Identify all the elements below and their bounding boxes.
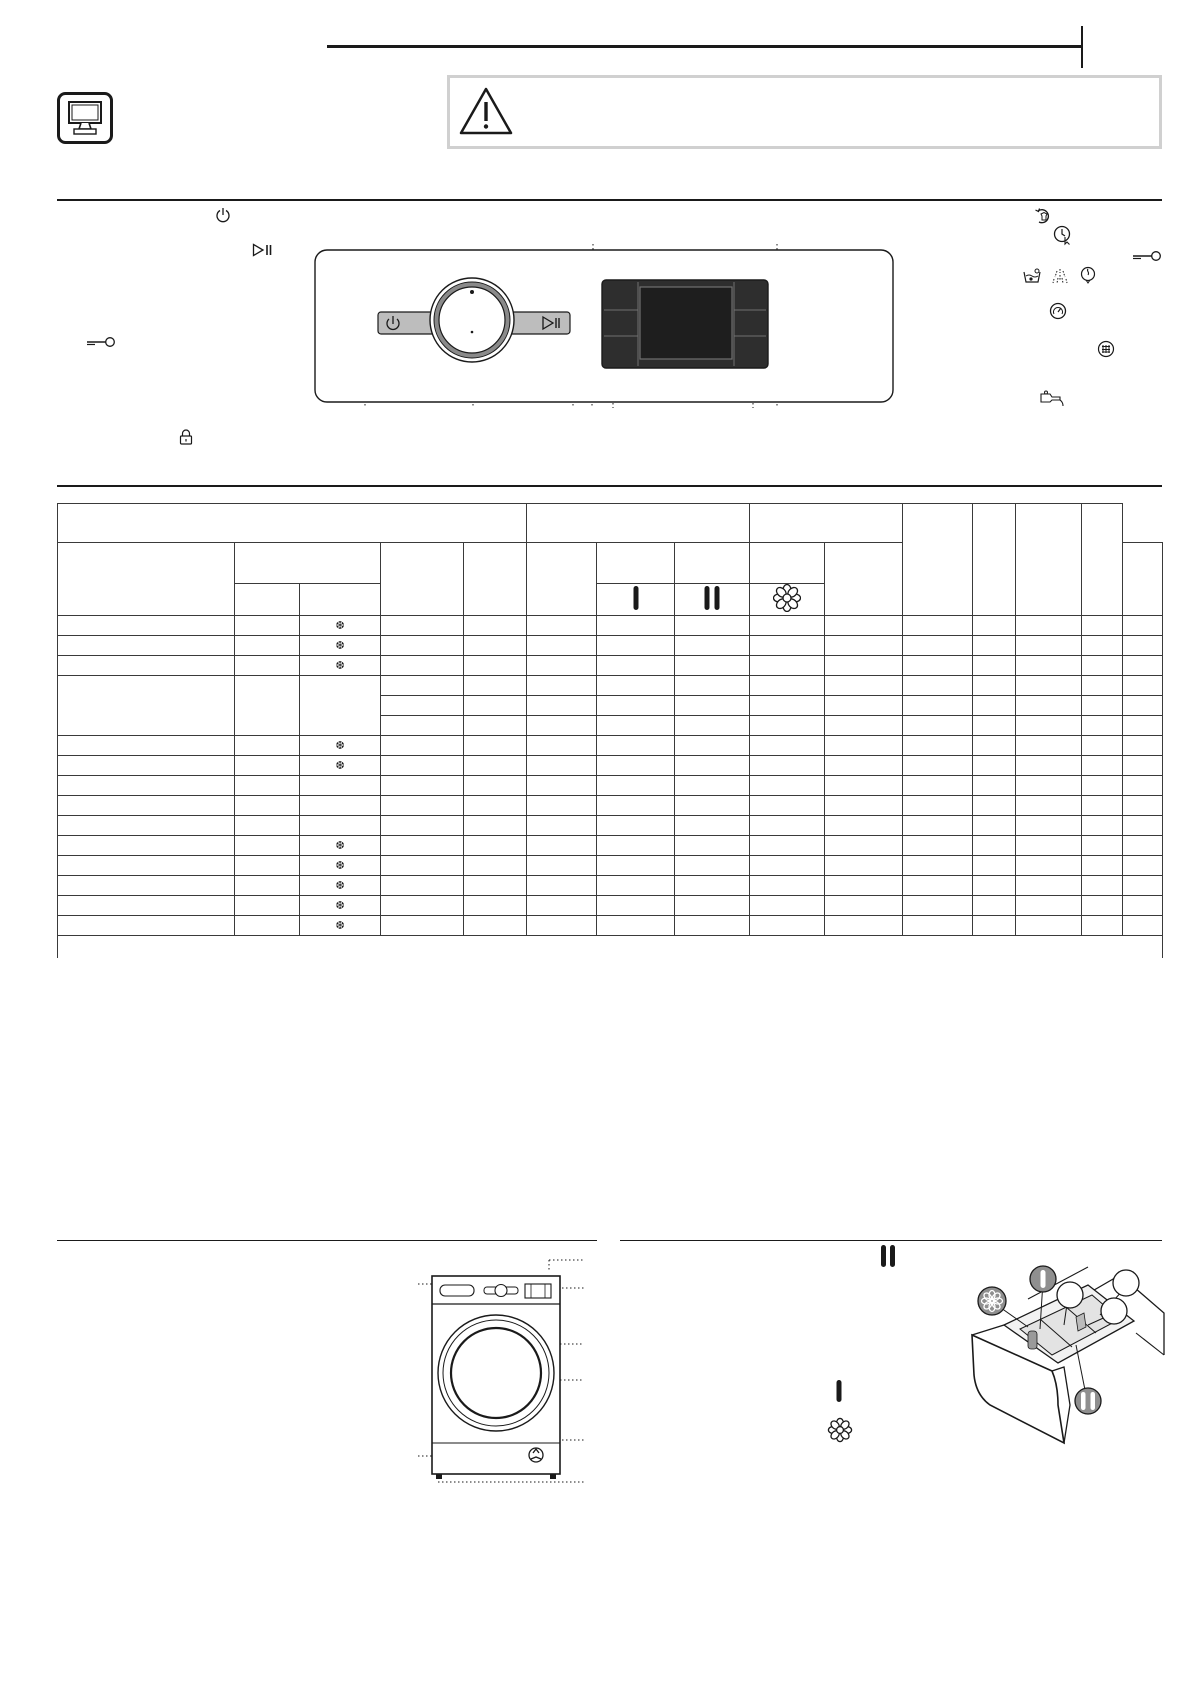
table-cell	[235, 856, 300, 876]
table-cell	[903, 656, 973, 676]
table-cell	[973, 916, 1016, 936]
table-cell	[973, 836, 1016, 856]
detergent-drawer-diagram	[968, 1255, 1168, 1445]
table-cell	[235, 916, 300, 936]
table-cell	[825, 916, 903, 936]
table-cell	[597, 716, 675, 736]
table-cell	[381, 756, 464, 776]
table-cell	[1123, 676, 1163, 696]
compartment-i-icon	[597, 584, 675, 616]
table-cell	[825, 756, 903, 776]
table-cell	[381, 656, 464, 676]
table-cell	[1016, 716, 1082, 736]
washing-machine-front-diagram	[418, 1258, 590, 1488]
table-cell	[235, 656, 300, 676]
table-cell	[381, 736, 464, 756]
table-row	[58, 756, 1163, 776]
table-cell	[597, 796, 675, 816]
top-rule	[327, 45, 1083, 48]
table-cell	[750, 896, 825, 916]
table-cell	[903, 696, 973, 716]
table-cell	[58, 916, 235, 936]
snowflake-icon: ❆	[300, 656, 381, 676]
table-cell	[675, 736, 750, 756]
table-cell	[903, 616, 973, 636]
table-cell	[235, 636, 300, 656]
table-cell	[1082, 636, 1123, 656]
table-cell	[1016, 756, 1082, 776]
program-selector-knob[interactable]	[430, 278, 514, 362]
table-cell	[1016, 736, 1082, 756]
table-cell	[1123, 696, 1163, 716]
table-cell	[1123, 876, 1163, 896]
table-cell	[597, 816, 675, 836]
table-cell	[903, 676, 973, 696]
table-cell	[1123, 616, 1163, 636]
table-cell	[903, 796, 973, 816]
table-cell	[750, 836, 825, 856]
table-cell	[675, 816, 750, 836]
table-cell	[825, 636, 903, 656]
table-cell	[675, 616, 750, 636]
table-cell	[381, 916, 464, 936]
table-cell	[750, 876, 825, 896]
snowflake-icon: ❆	[300, 736, 381, 756]
table-cell	[973, 676, 1016, 696]
table-cell	[300, 816, 381, 836]
table-cell	[750, 736, 825, 756]
rinse-shirt-icon	[1034, 207, 1054, 225]
table-cell	[750, 616, 825, 636]
table-cell	[1082, 656, 1123, 676]
table-cell	[381, 616, 464, 636]
table-cell	[597, 756, 675, 776]
table-cell	[675, 896, 750, 916]
table-cell	[825, 736, 903, 756]
table-cell	[597, 776, 675, 796]
table-cell	[903, 736, 973, 756]
section-rule-machine	[57, 1240, 597, 1241]
table-cell	[381, 896, 464, 916]
table-cell	[750, 776, 825, 796]
section-rule-panel	[57, 199, 1162, 201]
table-cell	[58, 856, 235, 876]
snowflake-icon: ❆	[300, 856, 381, 876]
table-cell	[464, 736, 527, 756]
table-cell	[1123, 756, 1163, 776]
table-cell	[1082, 696, 1123, 716]
table-cell	[1082, 676, 1123, 696]
table-footer-row	[58, 936, 1163, 959]
table-cell	[527, 856, 597, 876]
table-cell	[675, 636, 750, 656]
table-cell	[675, 656, 750, 676]
table-cell	[464, 656, 527, 676]
delay-start-clock-icon	[1053, 225, 1073, 245]
table-cell	[464, 856, 527, 876]
table-cell	[58, 796, 235, 816]
table-cell	[1082, 796, 1123, 816]
top-rule-tick	[1081, 26, 1083, 68]
table-cell	[973, 616, 1016, 636]
table-cell	[381, 676, 464, 696]
table-cell	[300, 676, 381, 736]
table-cell	[464, 636, 527, 656]
table-cell	[1082, 836, 1123, 856]
table-cell	[235, 796, 300, 816]
table-cell	[381, 856, 464, 876]
table-cell	[597, 696, 675, 716]
table-cell	[58, 736, 235, 756]
table-cell	[300, 776, 381, 796]
table-cell	[973, 876, 1016, 896]
table-cell	[464, 716, 527, 736]
table-cell	[597, 656, 675, 676]
table-cell	[527, 616, 597, 636]
compartment-i-label-icon	[835, 1380, 843, 1402]
table-cell	[750, 796, 825, 816]
table-cell	[1082, 816, 1123, 836]
table-cell	[973, 696, 1016, 716]
table-cell	[381, 696, 464, 716]
table-cell	[825, 896, 903, 916]
softener-flower-icon	[750, 584, 825, 616]
table-cell	[903, 836, 973, 856]
table-cell	[1082, 736, 1123, 756]
table-cell	[675, 716, 750, 736]
table-cell	[1082, 756, 1123, 776]
table-cell	[825, 676, 903, 696]
table-row	[58, 836, 1163, 856]
table-cell	[903, 876, 973, 896]
water-tap-icon	[1038, 390, 1066, 408]
table-row	[58, 776, 1163, 796]
table-cell	[1016, 896, 1082, 916]
table-cell	[381, 876, 464, 896]
table-row	[58, 816, 1163, 836]
table-row	[58, 656, 1163, 676]
table-cell	[1016, 856, 1082, 876]
table-cell	[1082, 716, 1123, 736]
speed-icon	[1049, 302, 1067, 320]
compartment-ii-icon	[675, 584, 750, 616]
table-cell	[527, 916, 597, 936]
table-cell	[903, 716, 973, 736]
table-cell	[597, 896, 675, 916]
table-cell	[597, 916, 675, 936]
table-cell	[973, 736, 1016, 756]
table-cell	[1016, 656, 1082, 676]
table-row	[58, 736, 1163, 756]
table-cell	[527, 656, 597, 676]
section-rule-table	[57, 485, 1162, 487]
table-cell	[381, 836, 464, 856]
table-cell	[1082, 896, 1123, 916]
snowflake-icon: ❆	[300, 636, 381, 656]
table-cell	[300, 796, 381, 816]
table-cell	[1123, 716, 1163, 736]
table-cell	[235, 896, 300, 916]
table-cell	[825, 776, 903, 796]
table-cell	[675, 756, 750, 776]
table-cell	[464, 776, 527, 796]
table-cell	[675, 796, 750, 816]
grid-options-icon	[1097, 340, 1115, 358]
snowflake-icon: ❆	[300, 756, 381, 776]
table-cell	[973, 656, 1016, 676]
table-cell	[597, 636, 675, 656]
table-cell	[903, 896, 973, 916]
table-cell	[675, 776, 750, 796]
table-cell	[1016, 816, 1082, 836]
snowflake-icon: ❆	[300, 916, 381, 936]
section-rule-drawer	[620, 1240, 1162, 1241]
table-cell	[1123, 796, 1163, 816]
table-cell	[527, 776, 597, 796]
temperature-tub-icon	[1022, 268, 1042, 284]
table-cell	[825, 696, 903, 716]
programme-table	[57, 503, 1163, 958]
table-cell	[527, 816, 597, 836]
key-icon-right	[1132, 250, 1162, 262]
table-cell	[464, 916, 527, 936]
table-cell	[973, 636, 1016, 656]
table-cell	[750, 816, 825, 836]
table-cell	[235, 736, 300, 756]
table-cell	[825, 856, 903, 876]
table-cell	[1123, 916, 1163, 936]
table-row	[58, 876, 1163, 896]
table-cell	[750, 656, 825, 676]
table-cell	[903, 776, 973, 796]
monitor-icon	[57, 92, 113, 144]
table-cell	[750, 636, 825, 656]
table-cell	[825, 836, 903, 856]
table-cell	[527, 876, 597, 896]
table-cell	[825, 656, 903, 676]
table-cell	[527, 636, 597, 656]
table-cell	[527, 696, 597, 716]
table-cell	[750, 756, 825, 776]
compartment-ii-label-icon	[880, 1245, 896, 1267]
table-cell	[1082, 776, 1123, 796]
table-cell	[675, 916, 750, 936]
table-cell	[903, 916, 973, 936]
table-cell	[235, 816, 300, 836]
table-cell	[1016, 776, 1082, 796]
table-cell	[1016, 636, 1082, 656]
lcd-display	[602, 280, 768, 368]
table-cell	[1082, 856, 1123, 876]
table-cell	[235, 836, 300, 856]
table-cell	[973, 816, 1016, 836]
table-cell	[1123, 776, 1163, 796]
table-cell	[825, 796, 903, 816]
snowflake-icon: ❆	[300, 836, 381, 856]
table-cell	[675, 836, 750, 856]
table-cell	[675, 676, 750, 696]
table-cell	[597, 676, 675, 696]
table-cell	[1016, 876, 1082, 896]
table-cell	[58, 836, 235, 856]
table-cell	[1123, 836, 1163, 856]
warning-box	[447, 75, 1162, 149]
table-cell	[235, 756, 300, 776]
key-icon	[86, 336, 116, 348]
table-cell	[381, 816, 464, 836]
table-cell	[464, 836, 527, 856]
table-cell	[58, 756, 235, 776]
table-cell	[58, 776, 235, 796]
table-cell	[750, 676, 825, 696]
power-icon	[215, 207, 231, 223]
table-cell	[58, 676, 235, 736]
table-cell	[597, 876, 675, 896]
table-cell	[1016, 916, 1082, 936]
table-cell	[235, 876, 300, 896]
table-row	[58, 796, 1163, 816]
lock-icon	[179, 429, 193, 445]
table-cell	[973, 776, 1016, 796]
table-row	[58, 636, 1163, 656]
table-cell	[464, 816, 527, 836]
table-cell	[973, 856, 1016, 876]
control-panel-diagram	[315, 236, 895, 416]
table-cell	[750, 696, 825, 716]
table-cell	[1123, 736, 1163, 756]
table-cell	[675, 876, 750, 896]
table-cell	[1082, 876, 1123, 896]
table-cell	[58, 636, 235, 656]
table-cell	[973, 796, 1016, 816]
table-cell	[464, 876, 527, 896]
table-cell	[675, 856, 750, 876]
table-cell	[1082, 616, 1123, 636]
table-cell	[58, 816, 235, 836]
table-cell	[1123, 636, 1163, 656]
table-cell	[235, 616, 300, 636]
table-cell	[381, 776, 464, 796]
table-cell	[527, 796, 597, 816]
table-header-row-1	[58, 504, 1163, 543]
table-cell	[1123, 656, 1163, 676]
table-cell	[825, 816, 903, 836]
table-cell	[381, 636, 464, 656]
table-cell	[973, 716, 1016, 736]
table-cell	[527, 676, 597, 696]
table-cell	[58, 876, 235, 896]
table-cell	[675, 696, 750, 716]
table-cell	[903, 756, 973, 776]
table-cell	[597, 856, 675, 876]
warning-triangle-icon	[458, 86, 514, 136]
table-row	[58, 676, 1163, 696]
table-cell	[597, 736, 675, 756]
table-cell	[1123, 856, 1163, 876]
table-cell	[527, 736, 597, 756]
table-cell	[903, 636, 973, 656]
table-cell	[527, 716, 597, 736]
table-cell	[1016, 676, 1082, 696]
table-cell	[903, 816, 973, 836]
table-cell	[235, 676, 300, 736]
table-cell	[527, 896, 597, 916]
table-cell	[464, 756, 527, 776]
table-cell	[750, 916, 825, 936]
table-cell	[973, 896, 1016, 916]
table-cell	[1016, 616, 1082, 636]
spray-rinse-icon	[1051, 268, 1069, 284]
table-cell	[58, 896, 235, 916]
start-pause-icon	[252, 243, 274, 257]
table-cell	[825, 616, 903, 636]
table-cell	[973, 756, 1016, 776]
snowflake-icon: ❆	[300, 876, 381, 896]
table-cell	[597, 836, 675, 856]
table-cell	[464, 896, 527, 916]
table-cell	[381, 796, 464, 816]
table-cell	[597, 616, 675, 636]
table-cell	[750, 856, 825, 876]
table-cell	[1123, 896, 1163, 916]
table-cell	[825, 876, 903, 896]
table-cell	[527, 836, 597, 856]
table-cell	[464, 616, 527, 636]
table-cell	[903, 856, 973, 876]
table-cell	[464, 796, 527, 816]
table-row	[58, 856, 1163, 876]
table-row	[58, 896, 1163, 916]
table-cell	[381, 716, 464, 736]
table-cell	[825, 716, 903, 736]
steam-icon	[1080, 266, 1096, 284]
table-cell	[1082, 916, 1123, 936]
table-cell	[235, 776, 300, 796]
table-cell	[1016, 696, 1082, 716]
table-cell	[464, 696, 527, 716]
snowflake-icon: ❆	[300, 616, 381, 636]
table-row	[58, 916, 1163, 936]
table-cell	[1123, 816, 1163, 836]
table-row	[58, 616, 1163, 636]
table-cell	[527, 756, 597, 776]
table-cell	[58, 656, 235, 676]
table-cell	[750, 716, 825, 736]
softener-flower-label-icon	[828, 1418, 852, 1442]
table-cell	[58, 616, 235, 636]
table-cell	[464, 676, 527, 696]
snowflake-icon: ❆	[300, 896, 381, 916]
table-cell	[1016, 796, 1082, 816]
table-cell	[1016, 836, 1082, 856]
